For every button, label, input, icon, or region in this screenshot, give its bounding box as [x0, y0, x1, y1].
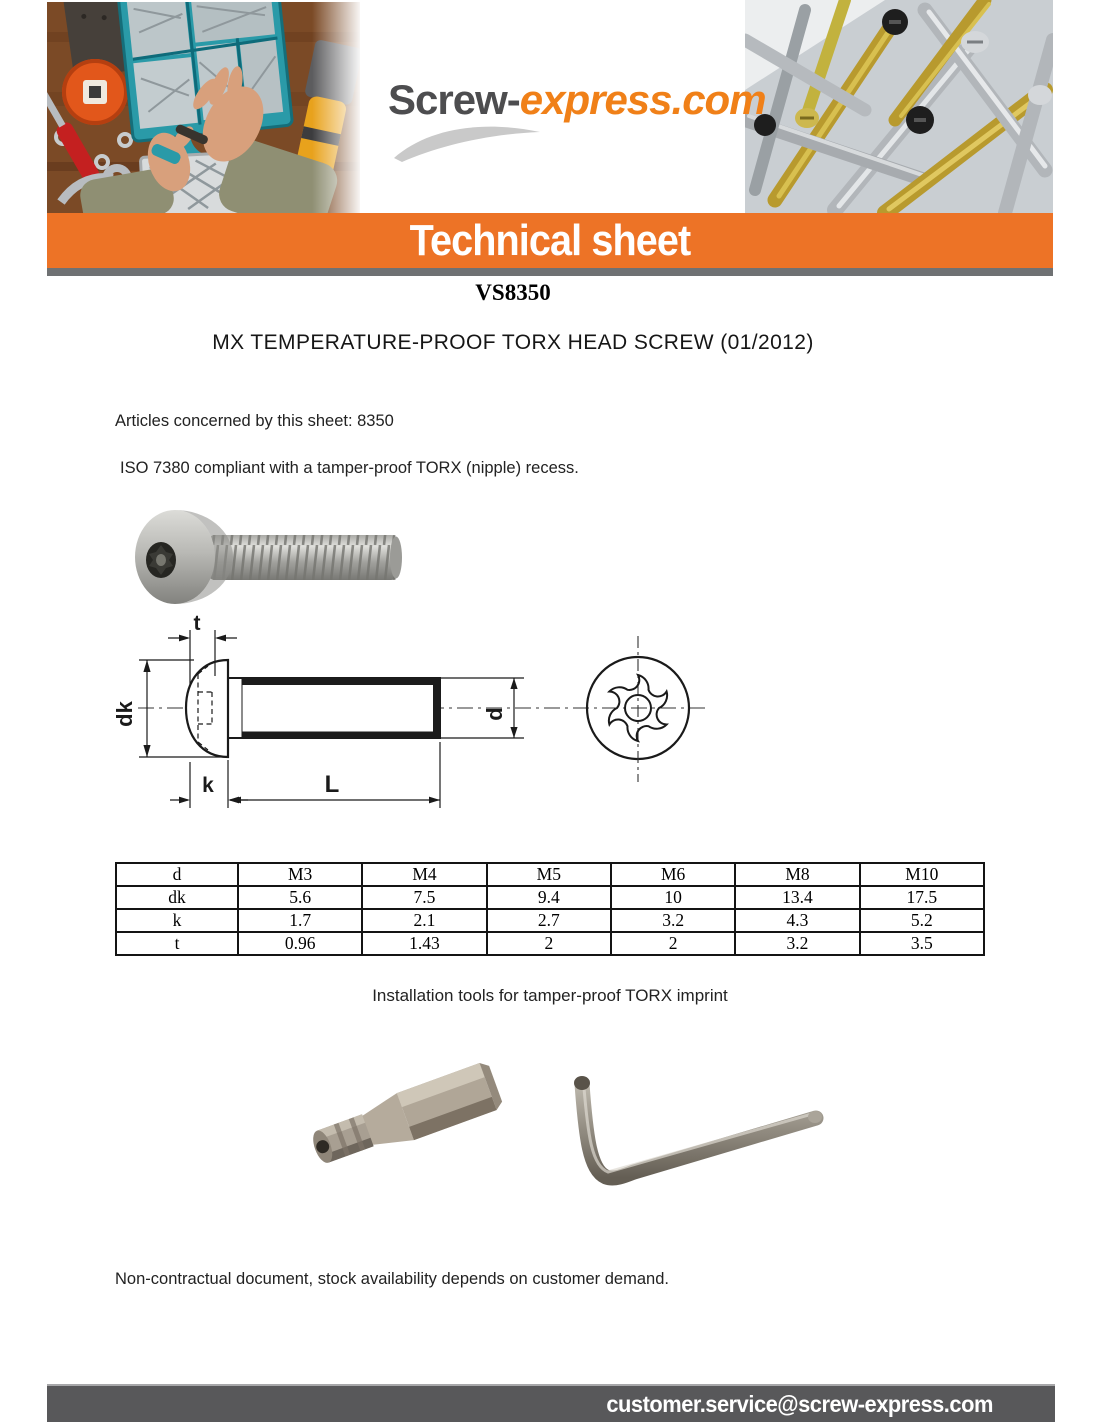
- table-cell: 2.7: [487, 909, 611, 932]
- table-cell: 2.1: [362, 909, 486, 932]
- table-row: [116, 932, 984, 955]
- table-cell: M10: [860, 863, 984, 886]
- table-cell: M6: [611, 863, 735, 886]
- screws-pile-photo: [745, 0, 1053, 213]
- product-photo: [130, 500, 420, 620]
- table-cell: 3.2: [735, 932, 859, 955]
- table-cell: M5: [487, 863, 611, 886]
- banner-stripe: [47, 268, 1053, 276]
- dim-label-dk: dk: [112, 701, 137, 727]
- table-cell: 9.4: [487, 886, 611, 909]
- logo-swoosh-icon: [388, 118, 548, 162]
- banner: [47, 213, 1053, 268]
- technical-drawing: [108, 612, 708, 852]
- table-row: [116, 909, 984, 932]
- table-cell: dk: [116, 886, 238, 909]
- torx-bit-photo: [288, 1040, 503, 1200]
- table-cell: 10: [611, 886, 735, 909]
- table-cell: t: [116, 932, 238, 955]
- table-cell: 17.5: [860, 886, 984, 909]
- dimensions-table: [115, 862, 985, 956]
- table-cell: 5.6: [238, 886, 362, 909]
- footnote: Non-contractual document, stock availability depends on customer demand.: [115, 1270, 669, 1288]
- table-cell: 4.3: [735, 909, 859, 932]
- table-row: [116, 886, 984, 909]
- compliance-line: ISO 7380 compliant with a tamper-proof TORX (nipple) recess.: [120, 459, 579, 477]
- logo-area: [360, 0, 766, 213]
- brand-logo: [388, 76, 766, 124]
- table-cell: 3.2: [611, 909, 735, 932]
- banner-title: Technical sheet: [409, 215, 691, 265]
- articles-line: Articles concerned by this sheet: 8350: [115, 412, 394, 430]
- table-header-row: [116, 863, 984, 886]
- torx-lkey-photo: [552, 1068, 837, 1223]
- product-title: MX TEMPERATURE-PROOF TORX HEAD SCREW (01/2012): [212, 331, 814, 354]
- table-cell: 2: [611, 932, 735, 955]
- table-cell: 1.7: [238, 909, 362, 932]
- dim-label-t: t: [193, 612, 201, 635]
- footer-bar: [47, 1384, 1055, 1422]
- table-cell: k: [116, 909, 238, 932]
- dim-label-k: k: [202, 774, 214, 797]
- footer-email: customer.service@screw-express.com: [606, 1390, 993, 1417]
- table-cell: M8: [735, 863, 859, 886]
- table-cell: 5.2: [860, 909, 984, 932]
- table-cell: 13.4: [735, 886, 859, 909]
- table-cell: M4: [362, 863, 486, 886]
- brand-logo-orange: express.com: [519, 76, 766, 123]
- table-cell: M3: [238, 863, 362, 886]
- product-code: VS8350: [475, 280, 551, 305]
- table-cell: 0.96: [238, 932, 362, 955]
- table-cell: 3.5: [860, 932, 984, 955]
- table-cell: 1.43: [362, 932, 486, 955]
- table-cell: 2: [487, 932, 611, 955]
- tools-caption: Installation tools for tamper-proof TORX imprint: [372, 986, 728, 1005]
- dim-label-d: d: [482, 707, 507, 721]
- brand-logo-dark: Screw-: [388, 76, 520, 123]
- workbench-photo: [47, 2, 360, 213]
- dim-label-L: L: [324, 771, 340, 798]
- table-cell: 7.5: [362, 886, 486, 909]
- table-cell: d: [116, 863, 238, 886]
